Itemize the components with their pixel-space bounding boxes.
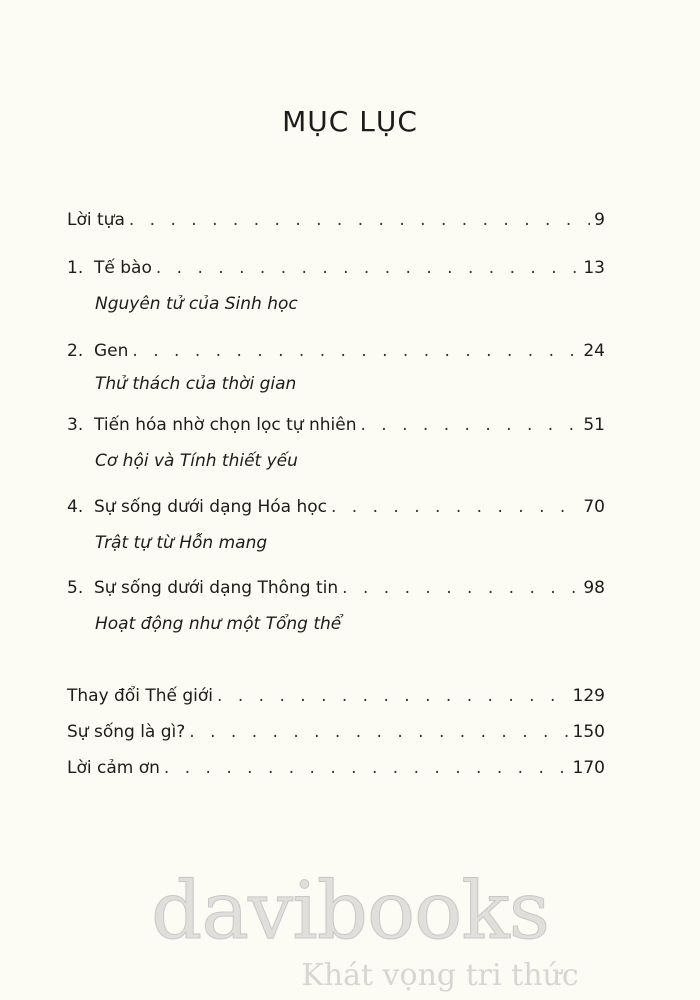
toc-page-number: 24 bbox=[583, 341, 605, 361]
toc-entry-back-matter bbox=[67, 756, 605, 780]
chapter-title: Sự sống dưới dạng Thông tin bbox=[94, 578, 339, 598]
toc-entry-title: Lời tựa bbox=[67, 210, 125, 230]
toc-chapter-4 bbox=[67, 495, 605, 519]
page-title: MỤC LỤC bbox=[282, 104, 418, 138]
toc-page-number: 98 bbox=[583, 578, 605, 598]
toc-page-number: 170 bbox=[572, 758, 605, 778]
dot-leader bbox=[132, 339, 579, 363]
chapter-subtitle: Thử thách của thời gian bbox=[95, 374, 297, 394]
watermark-brand: davibooks bbox=[151, 864, 549, 957]
dot-leader bbox=[129, 208, 590, 232]
toc-page-number: 129 bbox=[572, 686, 605, 706]
dot-leader bbox=[342, 576, 579, 600]
toc-chapter-1 bbox=[67, 256, 605, 280]
toc-entry-back-matter bbox=[67, 684, 605, 708]
chapter-subtitle: Nguyên tử của Sinh học bbox=[95, 294, 298, 314]
toc-page-number: 13 bbox=[583, 258, 605, 278]
toc-entry-title: Thay đổi Thế giới bbox=[67, 686, 214, 706]
dot-leader bbox=[331, 495, 579, 519]
toc-entry-back-matter bbox=[67, 720, 605, 744]
toc-entry-foreword bbox=[67, 208, 605, 232]
chapter-number: 2. bbox=[67, 341, 84, 361]
dot-leader bbox=[164, 756, 569, 780]
chapter-subtitle: Trật tự từ Hỗn mang bbox=[95, 533, 268, 553]
chapter-title: Sự sống dưới dạng Hóa học bbox=[94, 497, 327, 517]
chapter-title: Tế bào bbox=[94, 258, 152, 278]
dot-leader bbox=[361, 413, 580, 437]
toc-entry-title: Sự sống là gì? bbox=[67, 722, 186, 742]
chapter-number: 3. bbox=[67, 415, 84, 435]
dot-leader bbox=[189, 720, 568, 744]
toc-page-number: 51 bbox=[583, 415, 605, 435]
chapter-subtitle: Cơ hội và Tính thiết yếu bbox=[95, 451, 298, 471]
chapter-title: Gen bbox=[94, 341, 129, 361]
chapter-number: 1. bbox=[67, 258, 84, 278]
toc-chapter-2 bbox=[67, 339, 605, 363]
toc-page-number: 70 bbox=[583, 497, 605, 517]
toc-chapter-3 bbox=[67, 413, 605, 437]
chapter-title: Tiến hóa nhờ chọn lọc tự nhiên bbox=[94, 415, 357, 435]
toc-page-number: 9 bbox=[594, 210, 605, 230]
chapter-number: 5. bbox=[67, 578, 84, 598]
dot-leader bbox=[217, 684, 569, 708]
watermark-tagline: Khát vọng tri thức bbox=[301, 958, 579, 993]
toc-chapter-5 bbox=[67, 576, 605, 600]
dot-leader bbox=[156, 256, 580, 280]
chapter-subtitle: Hoạt động như một Tổng thể bbox=[95, 614, 342, 634]
toc-page-number: 150 bbox=[572, 722, 605, 742]
toc-entry-title: Lời cảm ơn bbox=[67, 758, 160, 778]
chapter-number: 4. bbox=[67, 497, 84, 517]
